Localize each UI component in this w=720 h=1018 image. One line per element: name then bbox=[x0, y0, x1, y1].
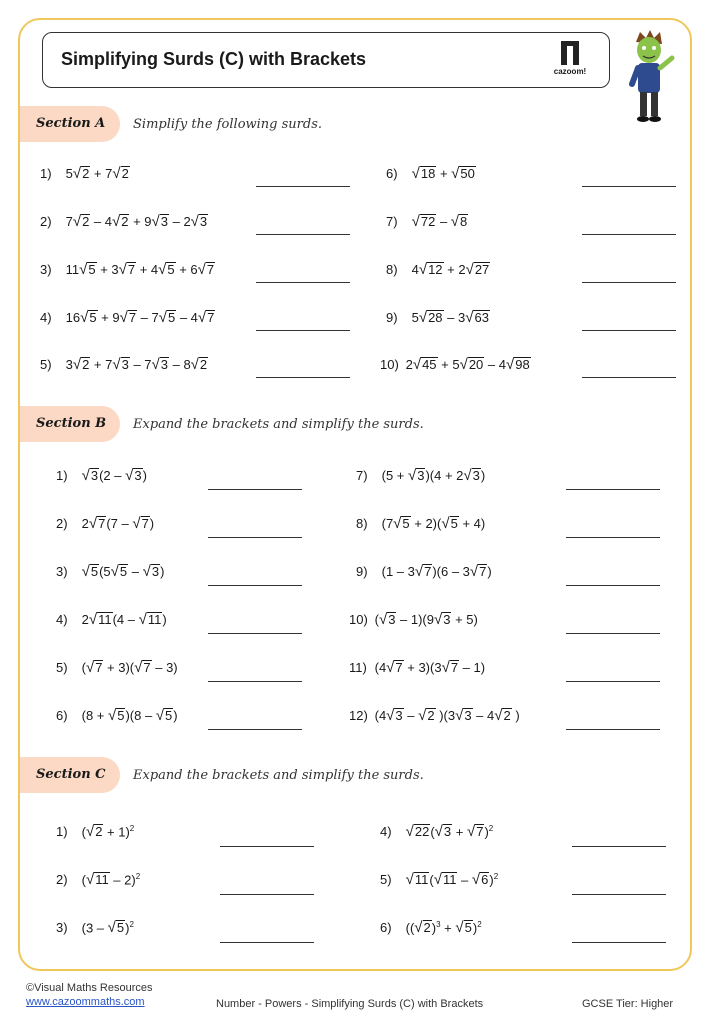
question-c2: 2) (√11 – 2)$^2$ bbox=[56, 871, 141, 889]
answer-line-a2[interactable] bbox=[256, 234, 350, 235]
answer-line-b5[interactable] bbox=[208, 681, 302, 682]
question-c1: 1) $(√2 + 1)^2$ bbox=[56, 823, 135, 841]
logo-text: cazoom! bbox=[553, 67, 587, 76]
question-a1: 1) 5√2 + 7√2 bbox=[40, 165, 129, 182]
answer-line-b10[interactable] bbox=[566, 633, 660, 634]
question-a2: 2) 7√2 – 4√2 + 9√3 – 2√3 bbox=[40, 213, 208, 230]
answer-line-a7[interactable] bbox=[582, 234, 676, 235]
question-b7: 7) (5 + √3)(4 + 2√3) bbox=[356, 467, 486, 484]
question-c6: 6) $((√2)^3 + √5)^2$ bbox=[380, 919, 482, 937]
question-c5: 5) √11(√11 – √6)$^2$ bbox=[380, 871, 499, 889]
section-b-tab bbox=[20, 406, 120, 442]
answer-line-a1[interactable] bbox=[256, 186, 350, 187]
question-a3: 3) 11√5 + 3√7 + 4√5 + 6√7 bbox=[40, 261, 215, 278]
keyhole-icon bbox=[561, 41, 579, 65]
question-a5: 5) 3√2 + 7√3 – 7√3 – 8√2 bbox=[40, 356, 208, 373]
section-a-tab bbox=[20, 106, 120, 142]
answer-line-a6[interactable] bbox=[582, 186, 676, 187]
footer-tier: GCSE Tier: Higher bbox=[582, 998, 674, 1010]
question-b10: 10) (√3 – 1)(9√3 + 5) bbox=[349, 611, 478, 628]
answer-line-c3[interactable] bbox=[220, 942, 314, 943]
answer-line-a10[interactable] bbox=[582, 377, 676, 378]
answer-line-a3[interactable] bbox=[256, 282, 350, 283]
website-link[interactable]: www.cazoommaths.com bbox=[26, 996, 145, 1008]
answer-line-a4[interactable] bbox=[256, 330, 350, 331]
section-a-instruction: Simplify the following surds. bbox=[133, 117, 323, 132]
section-a-label: Section A bbox=[36, 116, 106, 131]
footer-copyright: ©Visual Maths Resources bbox=[26, 982, 153, 994]
answer-line-c4[interactable] bbox=[572, 846, 666, 847]
mascot-character-icon bbox=[618, 28, 680, 128]
section-c-label: Section C bbox=[36, 767, 106, 782]
answer-line-b12[interactable] bbox=[566, 729, 660, 730]
question-b5: 5) (√7 + 3)(√7 – 3) bbox=[56, 659, 178, 676]
question-b6: 6) (8 + √5)(8 – √5) bbox=[56, 707, 178, 724]
answer-line-c6[interactable] bbox=[572, 942, 666, 943]
answer-line-b6[interactable] bbox=[208, 729, 302, 730]
answer-line-c5[interactable] bbox=[572, 894, 666, 895]
answer-line-b8[interactable] bbox=[566, 537, 660, 538]
question-a9: 9) 5√28 – 3√63 bbox=[386, 309, 489, 326]
question-b9: 9) (1 – 3√7)(6 – 3√7) bbox=[356, 563, 492, 580]
footer-website-link[interactable] bbox=[26, 996, 145, 1008]
answer-line-a5[interactable] bbox=[256, 377, 350, 378]
answer-line-a9[interactable] bbox=[582, 330, 676, 331]
title-box bbox=[42, 32, 610, 88]
question-b2: 2) 2√7(7 – √7) bbox=[56, 515, 155, 532]
question-a4: 4) 16√5 + 9√7 – 7√5 – 4√7 bbox=[40, 309, 215, 326]
question-a7: 7) √72 – √8 bbox=[386, 213, 468, 230]
question-a8: 8) 4√12 + 2√27 bbox=[386, 261, 490, 278]
answer-line-a8[interactable] bbox=[582, 282, 676, 283]
question-c4: 4) $√22(√3 + √7)^2$ bbox=[380, 823, 494, 841]
answer-line-c1[interactable] bbox=[220, 846, 314, 847]
answer-line-b2[interactable] bbox=[208, 537, 302, 538]
question-b1: 1) √3(2 – √3) bbox=[56, 467, 147, 484]
section-b-label: Section B bbox=[36, 416, 107, 431]
footer-topic: Number - Powers - Simplifying Surds (C) with Brackets bbox=[216, 998, 484, 1010]
question-b12: 12) (4√3 – √2 )(3√3 – 4√2 ) bbox=[349, 707, 520, 724]
section-b-instruction: Expand the brackets and simplify the surds. bbox=[133, 417, 424, 432]
answer-line-b11[interactable] bbox=[566, 681, 660, 682]
answer-line-b4[interactable] bbox=[208, 633, 302, 634]
answer-line-b7[interactable] bbox=[566, 489, 660, 490]
answer-line-b1[interactable] bbox=[208, 489, 302, 490]
section-c-tab bbox=[20, 757, 120, 793]
answer-line-b3[interactable] bbox=[208, 585, 302, 586]
question-a10: 10) 2√45 + 5√20 – 4√98 bbox=[380, 356, 530, 373]
question-c3: 3) (3 – √5)$^2$ bbox=[56, 919, 134, 937]
answer-line-b9[interactable] bbox=[566, 585, 660, 586]
page-title: Simplifying Surds (C) with Brackets bbox=[61, 49, 367, 69]
question-b4: 4) 2√11(4 – √11) bbox=[56, 611, 167, 628]
question-b11: 11) (4√7 + 3)(3√7 – 1) bbox=[349, 659, 486, 676]
question-b8: 8) (7√5 + 2)(√5 + 4) bbox=[356, 515, 486, 532]
answer-line-c2[interactable] bbox=[220, 894, 314, 895]
question-b3: 3) √5(5√5 – √3) bbox=[56, 563, 165, 580]
question-a6: 6) √18 + √50 bbox=[386, 165, 475, 182]
cazoom-logo bbox=[547, 41, 593, 81]
section-c-instruction: Expand the brackets and simplify the surds. bbox=[133, 768, 424, 783]
